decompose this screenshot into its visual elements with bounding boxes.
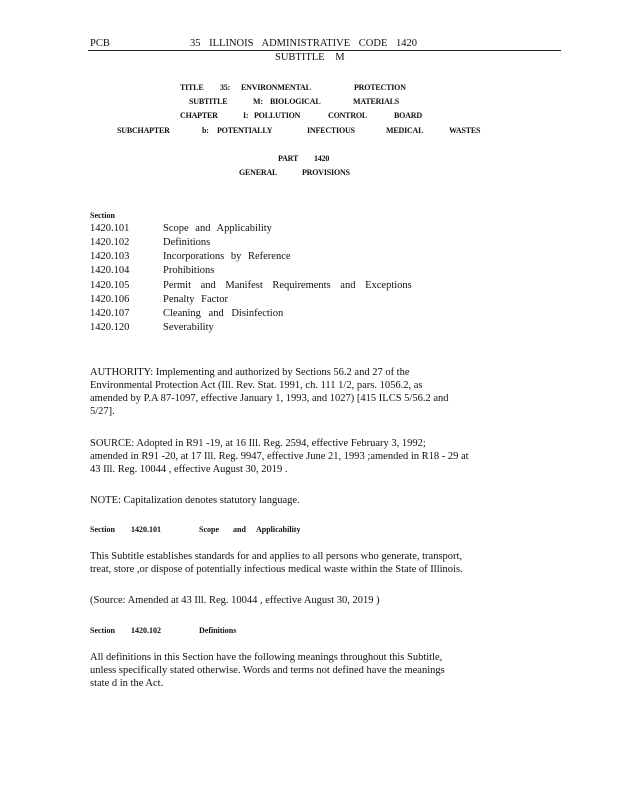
source-paragraph — [90, 437, 469, 476]
heading-subtitle-num: M: — [253, 97, 263, 106]
toc-item-title: Definitions — [163, 237, 211, 248]
section-101-number: 1420.101 — [131, 525, 161, 534]
section-101-line: This Subtitle establishes standards for and applies to all persons who generate, transport, — [90, 551, 463, 562]
heading-chapter-label: CHAPTER — [180, 111, 218, 120]
section-101-source — [90, 594, 380, 607]
section-102-number: 1420.102 — [131, 626, 161, 635]
toc-item-num: 1420.103 — [90, 251, 130, 262]
header-left: PCB — [90, 38, 110, 49]
toc-item-title: Scope and Applicability — [163, 223, 272, 234]
section-102-title: Definitions — [199, 626, 237, 635]
authority-line: Environmental Protection Act (Ill. Rev. Stat. 1991, ch. 111 1/2, pars. 1056.2, as — [90, 380, 423, 391]
toc-heading: Section — [90, 211, 115, 220]
header-rule — [88, 50, 561, 51]
toc-item-title: Prohibitions — [163, 265, 215, 276]
section-101-source-text: (Source: Amended at 43 Ill. Reg. 10044 , effective August 30, 2019 ) — [90, 595, 380, 606]
toc-item-title: Severability — [163, 322, 214, 333]
heading-chapter-a: POLLUTION — [254, 111, 301, 120]
section-101-and: and — [233, 525, 246, 534]
heading-subchapter-d: WASTES — [449, 126, 481, 135]
heading-subtitle-a: BIOLOGICAL — [270, 97, 321, 106]
heading-subtitle-label: SUBTITLE — [189, 97, 228, 106]
heading-chapter-num: I: — [243, 111, 249, 120]
heading-part-b: PROVISIONS — [302, 168, 350, 177]
heading-part-num: 1420 — [314, 154, 330, 163]
section-101-line: treat, store ,or dispose of potentially infectious medical waste within the State of Illinois. — [90, 564, 463, 575]
header-subtitle: SUBTITLE M — [275, 52, 345, 63]
authority-paragraph — [90, 366, 449, 418]
section-101-label: Section — [90, 525, 115, 534]
heading-part-a: GENERAL — [239, 168, 278, 177]
note-paragraph — [90, 494, 300, 507]
heading-subtitle-b: MATERIALS — [353, 97, 400, 106]
section-102-label: Section — [90, 626, 115, 635]
toc-item-title: Penalty Factor — [163, 294, 228, 305]
heading-subchapter-b: INFECTIOUS — [307, 126, 355, 135]
heading-title-b: PROTECTION — [354, 83, 406, 92]
source-line: SOURCE: Adopted in R91 -19, at 16 Ill. Reg. 2594, effective February 3, 1992; — [90, 438, 426, 449]
heading-subchapter-a: POTENTIALLY — [217, 126, 273, 135]
toc-item-num: 1420.101 — [90, 223, 130, 234]
toc-item-num: 1420.104 — [90, 265, 130, 276]
section-101-body — [90, 550, 463, 576]
toc-item-title: Permit and Manifest Requirements and Exceptions — [163, 280, 412, 291]
heading-chapter-c: BOARD — [394, 111, 422, 120]
toc-item-num: 1420.102 — [90, 237, 130, 248]
toc-item-title: Cleaning and Disinfection — [163, 308, 284, 319]
heading-subchapter-num: b: — [202, 126, 209, 135]
heading-chapter-b: CONTROL — [328, 111, 368, 120]
source-line: amended in R91 -20, at 17 Ill. Reg. 9947, effective June 21, 1993 ;amended in R18 - 29 at — [90, 451, 469, 462]
section-102-line: All definitions in this Section have the following meanings throughout this Subtitle, — [90, 652, 443, 663]
heading-title-label: TITLE — [180, 83, 204, 92]
toc-item-num: 1420.106 — [90, 294, 130, 305]
heading-subchapter-label: SUBCHAPTER — [117, 126, 170, 135]
section-102-line: unless specifically stated otherwise. Words and terms not defined have the meanings — [90, 665, 445, 676]
section-102-body — [90, 651, 445, 690]
toc-item-title: Incorporations by Reference — [163, 251, 291, 262]
toc-item-num: 1420.120 — [90, 322, 130, 333]
section-101-title2: Applicability — [256, 525, 301, 534]
authority-line: AUTHORITY: Implementing and authorized by Sections 56.2 and 27 of the — [90, 367, 410, 378]
source-line: 43 Ill. Reg. 10044 , effective August 30, 2019 . — [90, 464, 288, 475]
heading-title-a: ENVIRONMENTAL — [241, 83, 311, 92]
heading-title-num: 35: — [220, 83, 231, 92]
authority-line: amended by P.A 87-1097, effective January 1, 1993, and 1027) [415 ILCS 5/56.2 and — [90, 393, 449, 404]
section-102-line: state d in the Act. — [90, 678, 164, 689]
header-center: 35 ILLINOIS ADMINISTRATIVE CODE 1420 — [190, 38, 417, 49]
note-text: NOTE: Capitalization denotes statutory language. — [90, 495, 300, 506]
toc-item-num: 1420.105 — [90, 280, 130, 291]
authority-line: 5/27]. — [90, 406, 115, 417]
heading-subchapter-c: MEDICAL — [386, 126, 424, 135]
heading-part-label: PART — [278, 154, 299, 163]
toc-item-num: 1420.107 — [90, 308, 130, 319]
section-101-title: Scope — [199, 525, 219, 534]
